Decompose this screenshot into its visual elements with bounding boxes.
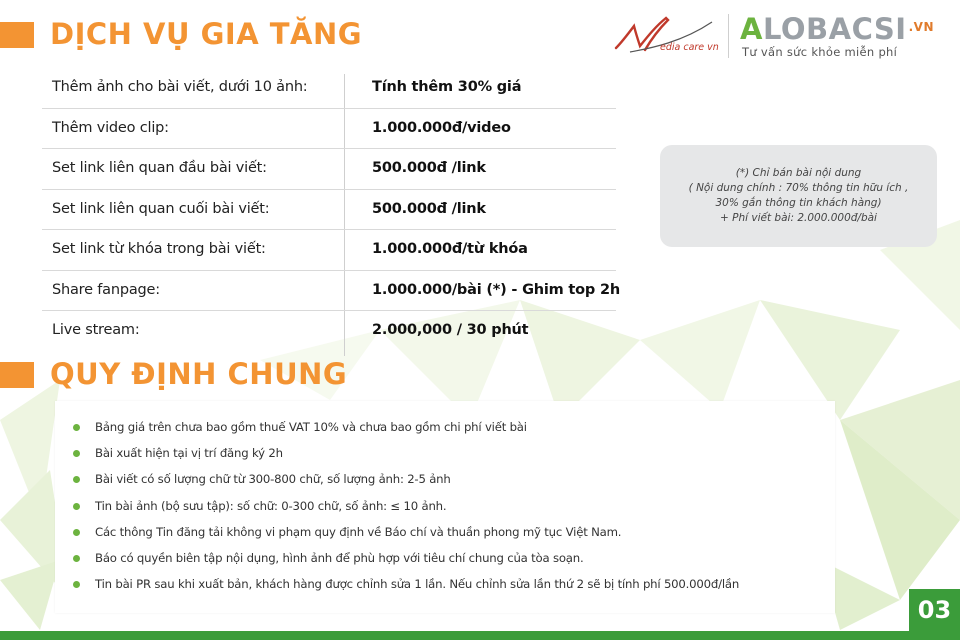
table-row	[42, 190, 616, 231]
alobacsi-initial: A	[740, 12, 763, 46]
rule-text: Bài xuất hiện tại vị trí đăng ký 2h	[95, 446, 283, 460]
note-line: ( Nội dung chính : 70% thông tin hữu ích ,	[688, 182, 909, 194]
table-row	[42, 149, 616, 190]
rules-box	[55, 401, 835, 613]
section-title-services: DỊCH VỤ GIA TĂNG	[50, 17, 363, 51]
alobacsi-logo	[740, 12, 950, 62]
row-label: Set link liên quan đầu bài viết:	[52, 160, 267, 176]
row-label: Share fanpage:	[52, 281, 160, 298]
note-line: (*) Chỉ bán bài nội dung	[735, 167, 862, 179]
table-row	[42, 109, 616, 150]
note-line: 30% gắn thông tin khách hàng)	[715, 197, 882, 209]
rule-text: Tin bài ảnh (bộ sưu tập): số chữ: 0-300 chữ, số ảnh: ≤ 10 ảnh.	[95, 499, 447, 513]
row-label: Thêm video clip:	[52, 119, 169, 136]
table-row	[42, 68, 616, 109]
media-care-text: edia care vn	[660, 42, 719, 53]
row-value: 500.000đ /link	[372, 200, 486, 217]
row-label: Set link từ khóa trong bài viết:	[52, 241, 266, 257]
note-box	[660, 145, 937, 247]
table-row	[42, 271, 620, 312]
alobacsi-name: LOBACSI	[762, 12, 907, 46]
page-number: 03	[909, 589, 960, 631]
alobacsi-tagline: Tư vấn sức khỏe miễn phí	[742, 45, 898, 59]
alobacsi-suffix: .VN	[908, 20, 934, 34]
row-value: 1.000.000đ/video	[372, 119, 511, 136]
note-line: + Phí viết bài: 2.000.000đ/bài	[720, 212, 877, 224]
row-value: Tính thêm 30% giá	[372, 79, 522, 95]
rule-text: Bài viết có số lượng chữ từ 300-800 chữ, số lượng ảnh: 2-5 ảnh	[95, 472, 451, 486]
bullet-dot	[73, 529, 80, 536]
row-value: 2.000,000 / 30 phút	[372, 322, 529, 338]
row-label: Thêm ảnh cho bài viết, dưới 10 ảnh:	[52, 79, 308, 95]
bullet-dot	[73, 424, 80, 431]
section-marker	[0, 362, 34, 388]
rule-text: Các thông Tin đăng tải không vi phạm quy định về Báo chí và thuần phong mỹ tục Việt Nam.	[95, 525, 622, 539]
section-title-rules: QUY ĐỊNH CHUNG	[50, 357, 348, 391]
bullet-dot	[73, 581, 80, 588]
rule-text: Báo có quyền biên tập nội dụng, hình ảnh để phù hợp với tiêu chí chung của tòa soạn.	[95, 551, 584, 565]
row-value: 1.000.000/bài (*) - Ghim top 2h	[372, 281, 620, 298]
row-value: 500.000đ /link	[372, 160, 486, 176]
row-value: 1.000.000đ/từ khóa	[372, 241, 528, 257]
price-table	[42, 68, 620, 351]
row-label: Live stream:	[52, 322, 140, 338]
footer-bar	[0, 631, 960, 640]
bullet-dot	[73, 503, 80, 510]
logo-divider	[728, 14, 729, 58]
bullet-dot	[73, 555, 80, 562]
table-row	[42, 311, 616, 351]
section-marker	[0, 22, 34, 48]
rule-text: Bảng giá trên chưa bao gồm thuế VAT 10% và chưa bao gồm chi phí viết bài	[95, 420, 527, 434]
row-label: Set link liên quan cuối bài viết:	[52, 200, 270, 217]
table-row	[42, 230, 616, 271]
rule-text: Tin bài PR sau khi xuất bản, khách hàng được chỉnh sửa 1 lần. Nếu chỉnh sửa lần thứ 2 sẽ bị tính phí 500.000đ/lần	[95, 577, 740, 591]
bullet-dot	[73, 450, 80, 457]
bullet-dot	[73, 476, 80, 483]
media-care-logo	[612, 12, 722, 62]
